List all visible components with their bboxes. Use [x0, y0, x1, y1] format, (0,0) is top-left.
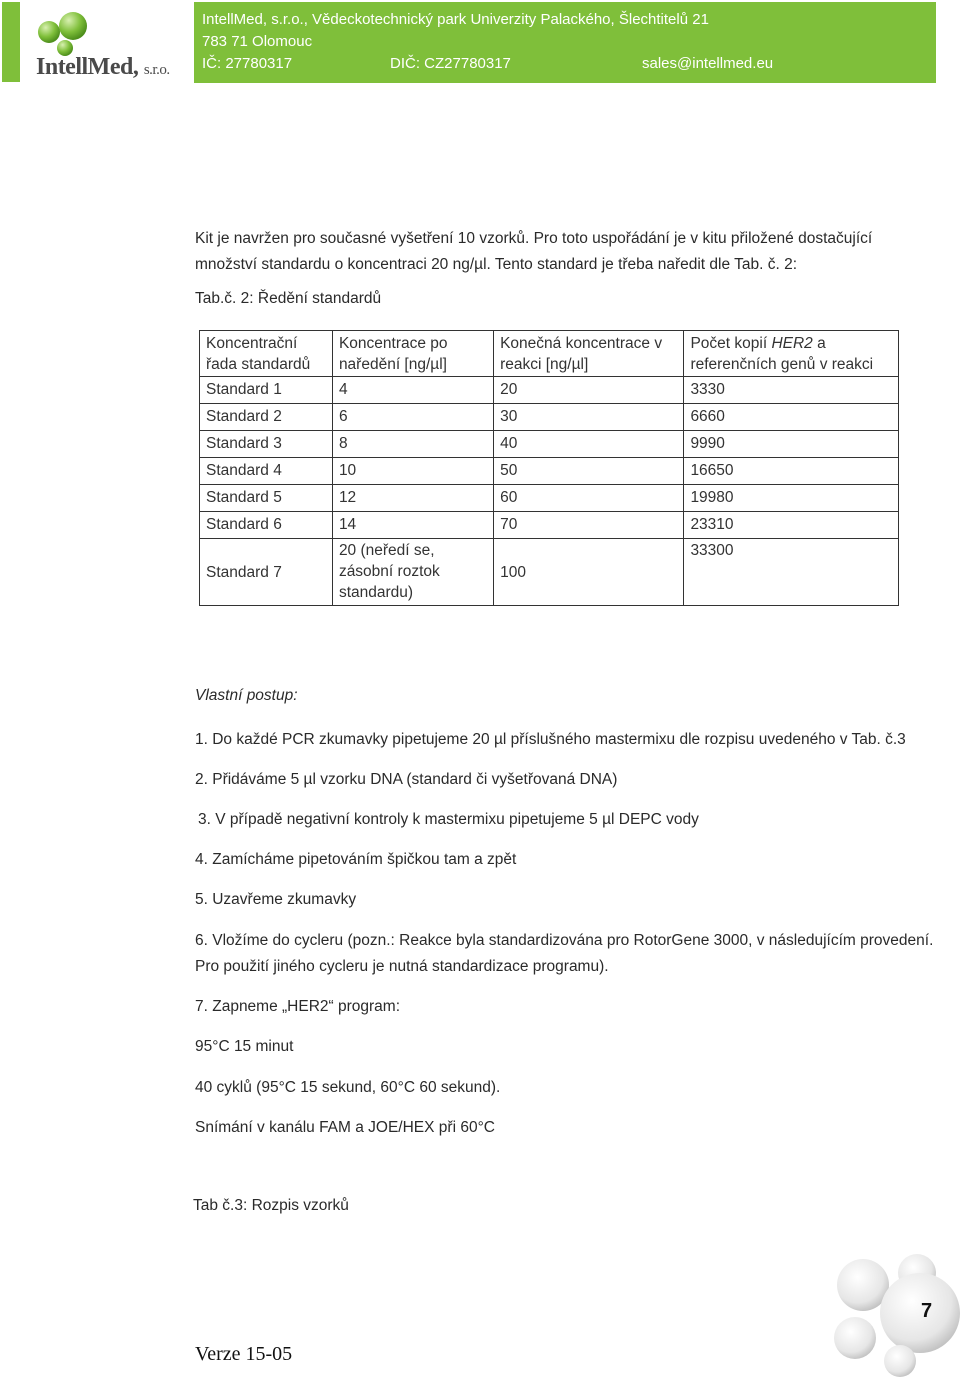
procedure-step: 1. Do každé PCR zkumavky pipetujeme 20 µl příslušného mastermixu dle rozpisu uvedeného v Tab. č.3: [195, 731, 906, 748]
cell-final: 20: [494, 377, 684, 404]
procedure-step: Snímání v kanálu FAM a JOE/HEX při 60°C: [195, 1119, 495, 1136]
page-number: 7: [921, 1300, 933, 1322]
cell-name: Standard 2: [200, 404, 333, 431]
header-series: Koncentrační řada standardů: [200, 331, 333, 377]
header-copies: [684, 331, 899, 377]
intro-paragraph: Kit je navržen pro současné vyšetření 10 vzorků. Pro toto uspořádání je v kitu přiložené dostačující množství standardu o koncentraci 20 ng/µl. Tento standard je třeba naředit dle Tab. č. 2:: [195, 230, 873, 273]
table-row: [200, 485, 899, 512]
table-row: [200, 431, 899, 458]
dilution-table: [199, 330, 899, 606]
table-row: [200, 377, 899, 404]
cell-copies: 9990: [684, 431, 899, 458]
cell-name: Standard 7: [200, 539, 333, 606]
cell-dilution: 20 (neředí se, zásobní roztok standardu): [332, 539, 493, 606]
header-copies-pre: Počet kopií: [690, 335, 772, 352]
table-row: [200, 512, 899, 539]
procedure-step: 4. Zamícháme pipetováním špičkou tam a zpět: [195, 851, 517, 868]
cell-dilution: 8: [332, 431, 493, 458]
cell-name: Standard 3: [200, 431, 333, 458]
procedure-step: 6. Vložíme do cycleru (pozn.: Reakce byla standardizována pro RotorGene 3000, v následujícím provedení. Pro použití jiného cycleru je nutná standardizace programu).: [195, 932, 934, 975]
procedure-step: 95°C 15 minut: [195, 1038, 294, 1055]
cell-dilution: 14: [332, 512, 493, 539]
company-dic: DIČ: CZ27780317: [390, 55, 511, 72]
company-logo: [0, 0, 190, 85]
company-address: IntellMed, s.r.o., Vědeckotechnický park Univerzity Palackého, Šlechtitelů 21: [202, 11, 709, 28]
cell-final: 40: [494, 431, 684, 458]
cell-final: 100: [494, 539, 684, 606]
procedure-title: Vlastní postup:: [195, 687, 298, 704]
table-row: [200, 404, 899, 431]
cell-dilution: 4: [332, 377, 493, 404]
cell-dilution: 10: [332, 458, 493, 485]
logo-suffix: s.r.o.: [143, 62, 170, 78]
header-bar: [194, 2, 936, 83]
procedure-step: 40 cyklů (95°C 15 sekund, 60°C 60 sekund).: [195, 1079, 501, 1096]
cell-name: Standard 4: [200, 458, 333, 485]
cell-final: 70: [494, 512, 684, 539]
cell-dilution: 12: [332, 485, 493, 512]
version-label: Verze 15-05: [195, 1343, 293, 1365]
company-ic: IČ: 27780317: [202, 55, 293, 72]
company-city: 783 71 Olomouc: [202, 33, 313, 50]
cell-dilution: 6: [332, 404, 493, 431]
table2-caption: Tab.č. 2: Ředění standardů: [195, 290, 382, 307]
cell-final: 50: [494, 458, 684, 485]
cell-copies: 23310: [684, 512, 899, 539]
procedure-step: 3. V případě negativní kontroly k mastermixu pipetujeme 5 µl DEPC vody: [198, 811, 699, 828]
cell-copies: 19980: [684, 485, 899, 512]
table-header-row: [200, 331, 899, 377]
header-final-concentration: Konečná koncentrace v reakci [ng/µl]: [494, 331, 684, 377]
cell-copies: 3330: [684, 377, 899, 404]
header-copies-post: a referenčních genů v reakci: [690, 335, 874, 373]
procedure-step: 5. Uzavřeme zkumavky: [195, 891, 357, 908]
company-email[interactable]: sales@intellmed.eu: [642, 55, 774, 72]
cell-name: Standard 1: [200, 377, 333, 404]
procedure-step: 2. Přidáváme 5 µl vzorku DNA (standard či vyšetřovaná DNA): [195, 771, 618, 788]
cell-copies: 33300: [684, 539, 899, 606]
page-badge-icon: [815, 1243, 960, 1377]
logo-wordmark: [36, 54, 170, 81]
table-row: [200, 539, 899, 606]
cell-final: 60: [494, 485, 684, 512]
cell-name: Standard 6: [200, 512, 333, 539]
cell-name: Standard 5: [200, 485, 333, 512]
table-row: [200, 458, 899, 485]
logo-name: IntellMed,: [36, 54, 139, 80]
cell-copies: 16650: [684, 458, 899, 485]
table3-caption: Tab č.3: Rozpis vzorků: [193, 1197, 349, 1214]
header-dilution: Koncentrace po naředění [ng/µl]: [332, 331, 493, 377]
header-copies-gene: HER2: [771, 335, 813, 352]
cell-copies: 6660: [684, 404, 899, 431]
procedure-step: 7. Zapneme „HER2“ program:: [195, 998, 401, 1015]
cell-final: 30: [494, 404, 684, 431]
